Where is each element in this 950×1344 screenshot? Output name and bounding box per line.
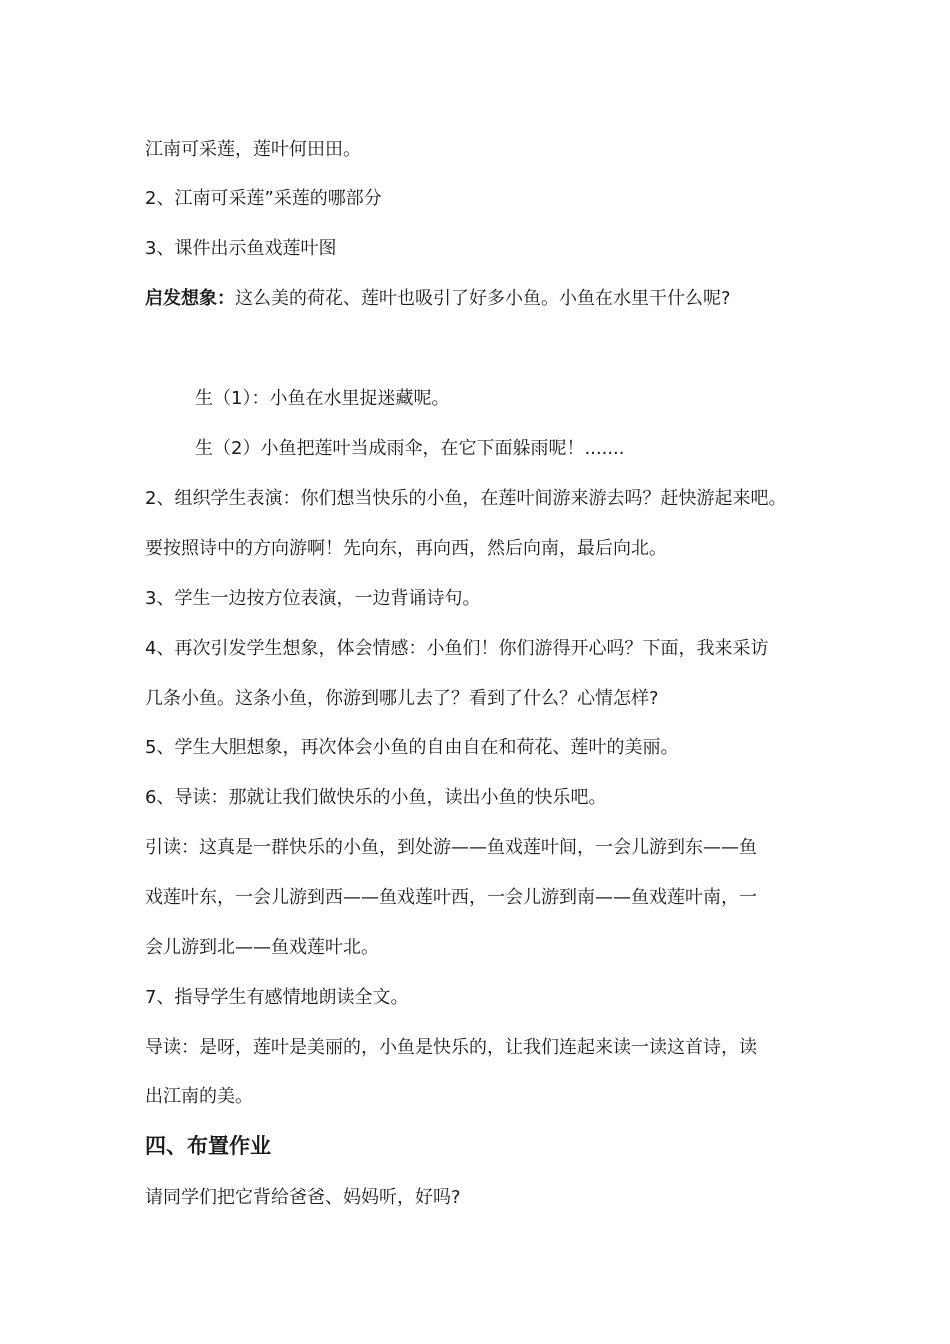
text-line: 2、组织学生表演：你们想当快乐的小鱼，在莲叶间游来游去吗？赶快游起来吧。 — [145, 488, 787, 509]
text-line: 6、导读：那就让我们做快乐的小鱼，读出小鱼的快乐吧。 — [145, 787, 607, 808]
text-line: 请同学们把它背给爸爸、妈妈听，好吗? — [145, 1187, 461, 1208]
student-answer: 生（2）小鱼把莲叶当成雨伞，在它下面躲雨呢！....... — [195, 438, 625, 459]
text-line: 导读：是呀，莲叶是美丽的，小鱼是快乐的，让我们连起来读一读这首诗，读 — [145, 1037, 757, 1058]
student-answer: 生（1）：小鱼在水里捉迷藏呢。 — [195, 388, 450, 409]
text-line — [145, 287, 731, 311]
text-line: 3、课件出示鱼戏莲叶图 — [145, 238, 337, 259]
text-line: 会儿游到北——鱼戏莲叶北。 — [145, 937, 379, 958]
text-line: 2、江南可采莲”采莲的哪部分 — [145, 188, 382, 209]
section-heading: 四、布置作业 — [145, 1134, 271, 1158]
text-line: 几条小鱼。这条小鱼，你游到哪儿去了？看到了什么？心情怎样? — [145, 688, 659, 709]
text-line: 7、指导学生有感情地朗读全文。 — [145, 987, 409, 1008]
text-line: 3、学生一边按方位表演，一边背诵诗句。 — [145, 588, 481, 609]
text-span: 这么美的荷花、莲叶也吸引了好多小鱼。小鱼在水里干什么呢? — [235, 288, 731, 309]
text-line: 要按照诗中的方向游啊！先向东，再向西，然后向南，最后向北。 — [145, 538, 667, 559]
text-line: 引读：这真是一群快乐的小鱼，到处游——鱼戏莲叶间，一会儿游到东——鱼 — [145, 837, 757, 858]
poem-line: 江南可采莲，莲叶何田田。 — [145, 139, 361, 160]
label-qifa-xiangxiang: 启发想象： — [145, 288, 235, 309]
text-line: 戏莲叶东，一会儿游到西——鱼戏莲叶西，一会儿游到南——鱼戏莲叶南，一 — [145, 887, 757, 908]
text-line: 出江南的美。 — [145, 1086, 253, 1107]
text-line: 5、学生大胆想象，再次体会小鱼的自由自在和荷花、莲叶的美丽。 — [145, 737, 679, 758]
text-line: 4、再次引发学生想象，体会情感：小鱼们！你们游得开心吗？下面，我来采访 — [145, 638, 769, 659]
